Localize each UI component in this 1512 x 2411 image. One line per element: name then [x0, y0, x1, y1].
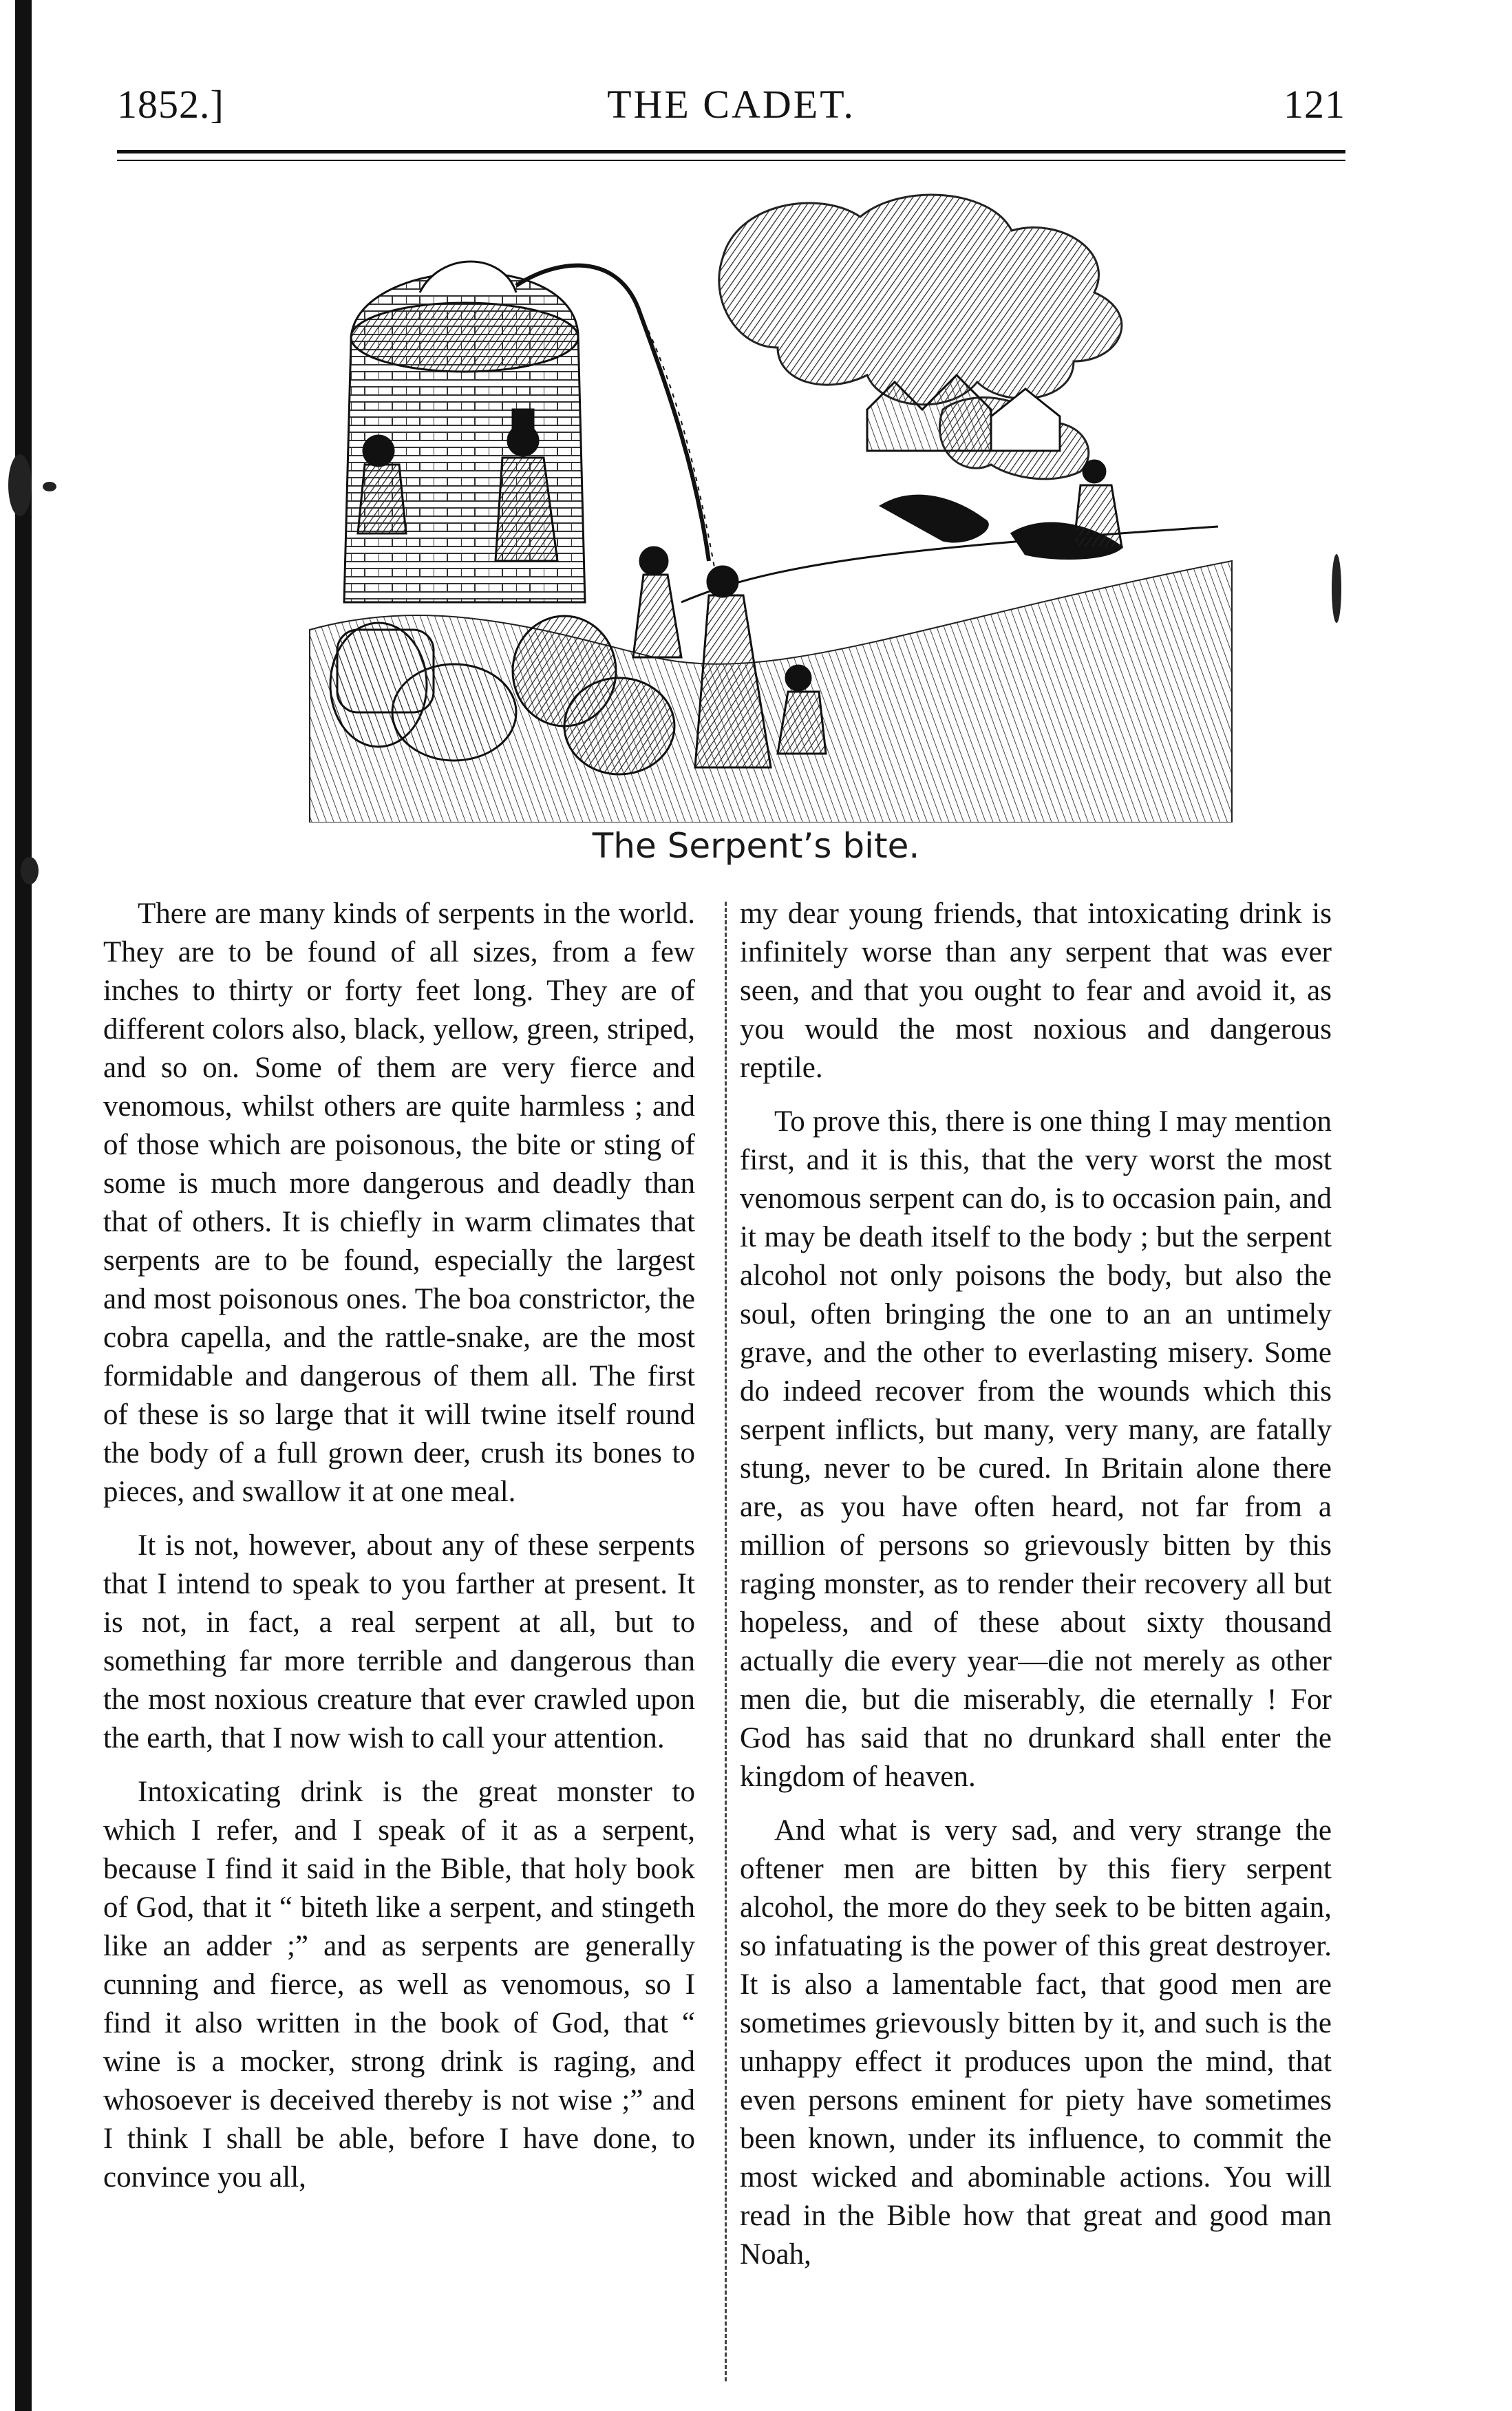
article-column-right: [740, 895, 1332, 2289]
header-year: 1852.]: [117, 82, 224, 127]
header-rule-thick: [117, 150, 1345, 153]
ink-stain: [1332, 554, 1341, 623]
journal-title: THE CADET.: [607, 82, 855, 127]
paragraph: And what is very sad, and very strange the oftener men are bitten by this fiery serpent alcohol, the more do they seek to be bitten again, so infatuating is the power of this great destroyer. It is also a lamentable fact, that good men are sometimes grievously bitten by it, and such is the unhappy effect it produces upon the mind, that even persons eminent for piety have sometimes been known, under its influence, to commit the most wicked and abominable actions. You will read in the Bible how that great and good man Noah,: [740, 1814, 1332, 2271]
illustration-caption: The Serpent’s bite.: [592, 826, 920, 866]
header-rule-thin: [117, 160, 1345, 161]
column-divider: [725, 902, 727, 2381]
page-binding-edge: [15, 0, 32, 2411]
paragraph: There are many kinds of serpents in the world. They are to be found of all sizes, from a few inches to thirty or forty feet long. They are of different colors also, black, yellow, green, striped, and so on. Some of them are very fierce and venomous, whilst others are quite harmless ; and of those which are poisonous, the bite or sting of some is much more dangerous and deadly than that of others. It is chiefly in warm climates that serpents are to be found, especially the largest and most poisonous ones. The boa constrictor, the cobra capella, and the rattle-snake, are the most formidable and dangerous of them all. The first of these is so large that it will twine itself round the body of a full grown deer, crush its bones to pieces, and swallow it at one meal.: [103, 898, 695, 1508]
page-number: 121: [1284, 82, 1345, 127]
ink-stain: [8, 454, 32, 516]
paragraph: my dear young friends, that intoxicating drink is infinitely worse than any serpent that was ever seen, and that you ought to fear and avoid it, as you would the most noxious and dangerous reptile.: [740, 898, 1332, 1084]
ink-stain: [43, 482, 56, 491]
engraving-distillery-serpent-scene-icon: [296, 176, 1246, 822]
article-column-left: [103, 895, 695, 2212]
paragraph: Intoxicating drink is the great monster to which I refer, and I speak of it as a serpent, because I find it said in the Bible, that holy book of God, that it “ biteth like a serpent, and stingeth like an adder ;” and as serpents are generally cunning and fierce, as well as venomous, so I find it also written in the book of God, that “ wine is a mocker, strong drink is raging, and whosoever is deceived thereby is not wise ;” and I think I shall be able, before I have done, to convince you all,: [103, 1776, 695, 2194]
paragraph: It is not, however, about any of these serpents that I intend to speak to you farther at present. It is not, in fact, a real serpent at all, but to something far more terrible and dangerous than the most noxious creature that ever crawled upon the earth, that I now wish to call your attention.: [103, 1529, 695, 1754]
running-header: [117, 81, 1345, 143]
paragraph: To prove this, there is one thing I may mention first, and it is this, that the very worst the most venomous serpent can do, is to occasion pain, and it may be death itself to the body ; but the serpent alcohol not only poisons the body, but also the soul, often bringing the one to an an untimely grave, and the other to everlasting misery. Some do indeed recover from the wounds which this serpent inflicts, but many, very many, are fatally stung, never to be cured. In Britain alone there are, as you have often heard, not far from a million of persons so grievously bitten by this raging monster, as to render their recovery all but hopeless, and of these about sixty thousand actually die every year—die not merely as other men die, but die miserably, die eternally ! For God has said that no drunkard shall enter the kingdom of heaven.: [740, 1105, 1332, 1793]
